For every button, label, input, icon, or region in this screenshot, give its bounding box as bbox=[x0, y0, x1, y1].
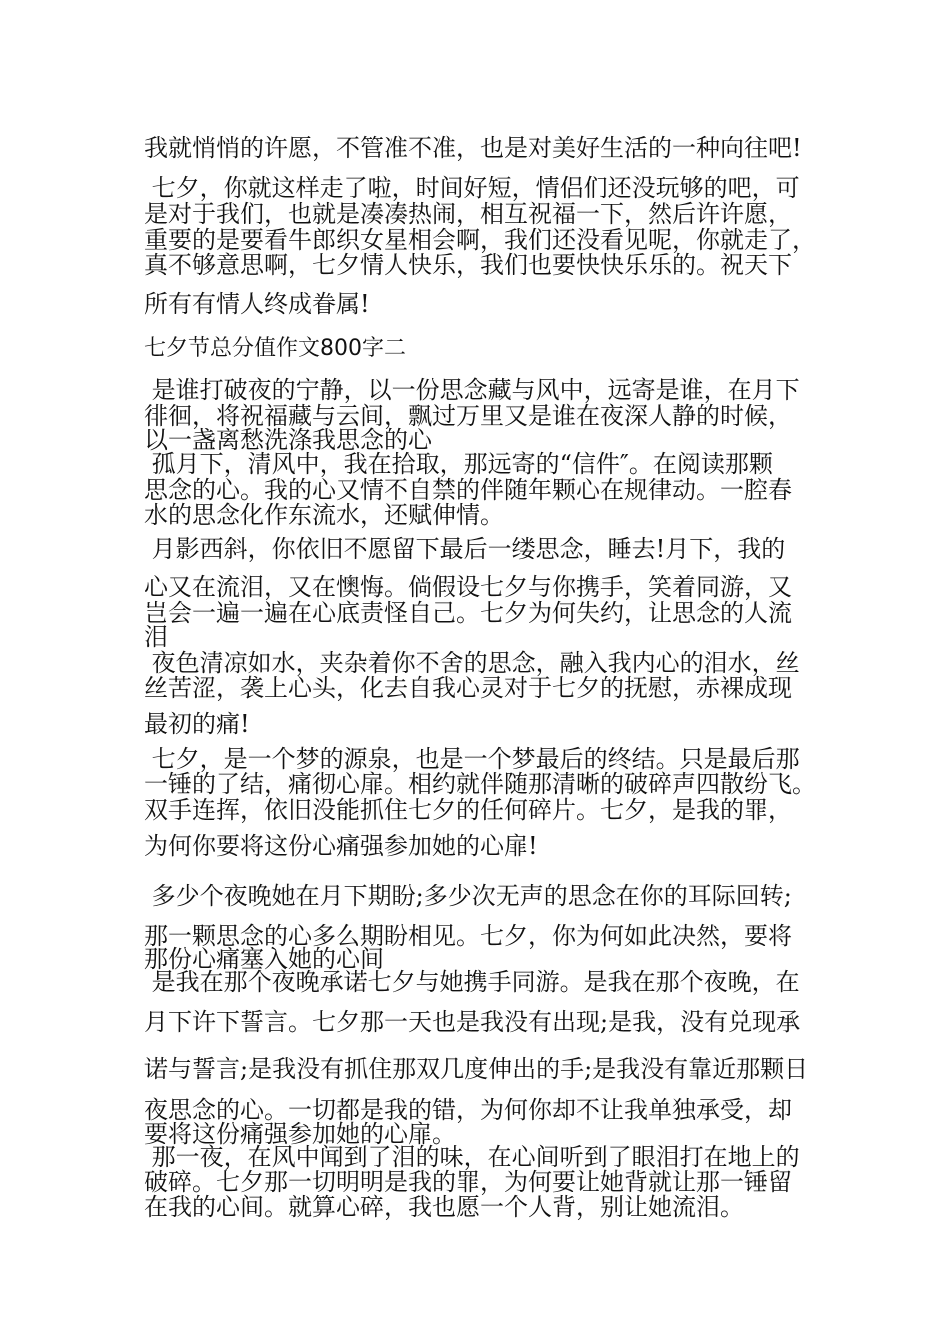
text-line: 以一盏离愁洗涤我思念的心 bbox=[144, 426, 432, 454]
text-line: 夜色清凉如水，夹杂着你不舍的思念，融入我内心的泪水，丝 bbox=[144, 649, 800, 677]
text-line: 月下许下誓言。七夕那一天也是我没有出现;是我，没有兑现承 bbox=[144, 1008, 801, 1036]
text-line: 破碎。七夕那一切明明是我的罪，为何要让她背就让那一锤留 bbox=[144, 1168, 792, 1196]
text-line: 那一夜，在风中闻到了泪的味，在心间听到了眼泪打在地上的 bbox=[144, 1143, 800, 1171]
text-line: 水的思念化作东流水，还赋伸情。 bbox=[144, 501, 504, 529]
text-line: 最初的痛! bbox=[144, 710, 250, 738]
text-line: 重要的是要看牛郎织女星相会啊，我们还没看见呢，你就走了， bbox=[144, 226, 816, 254]
text-line: 徘徊，将祝福藏与云间，飘过万里又是谁在夜深人静的时候， bbox=[144, 402, 792, 430]
text-line: 是对于我们，也就是凑凑热闹，相互祝福一下，然后许许愿， bbox=[144, 200, 792, 228]
text-line: 七夕，你就这样走了啦，时间好短，情侣们还没玩够的吧，可 bbox=[144, 174, 800, 202]
section-heading: 七夕节总分值作文800字二 bbox=[144, 336, 406, 361]
text-line: 是谁打破夜的宁静，以一份思念藏与风中，远寄是谁，在月下 bbox=[144, 376, 800, 404]
text-line: 为何你要将这份心痛强参加她的心扉! bbox=[144, 832, 538, 860]
text-line: 所有有情人终成眷属! bbox=[144, 290, 370, 318]
text-line: 思念的心。我的心又情不自禁的伴随年颗心在规律动。一腔春 bbox=[144, 476, 792, 504]
text-line: 丝苦涩，袭上心头，化去自我心灵对于七夕的抚慰，赤裸成现 bbox=[144, 674, 792, 702]
text-line: 我就悄悄的许愿，不管准不准，也是对美好生活的一种向往吧! bbox=[144, 134, 802, 162]
text-line: 那份心痛塞入她的心间 bbox=[144, 945, 384, 973]
text-line: 心又在流泪，又在懊悔。倘假设七夕与你携手，笑着同游，又 bbox=[144, 573, 792, 601]
text-line: 孤月下，清风中，我在拾取，那远寄的“信件″。在阅读那颗 bbox=[144, 450, 773, 478]
text-line: 夜思念的心。一切都是我的错，为何你却不让我单独承受，却 bbox=[144, 1096, 792, 1124]
text-line: 泪 bbox=[144, 623, 168, 651]
text-line: 一锤的了结，痛彻心扉。相约就伴随那清晰的破碎声四散纷飞。 bbox=[144, 770, 816, 798]
text-line: 是我在那个夜晚承诺七夕与她携手同游。是我在那个夜晚，在 bbox=[144, 968, 800, 996]
text-line: 多少个夜晚她在月下期盼;多少次无声的思念在你的耳际回转; bbox=[144, 882, 792, 910]
text-line: 真不够意思啊，七夕情人快乐，我们也要快快乐乐的。祝天下 bbox=[144, 251, 792, 279]
text-line: 在我的心间。就算心碎，我也愿一个人背，别让她流泪。 bbox=[144, 1193, 744, 1221]
text-line: 那一颗思念的心多么期盼相见。七夕，你为何如此决然，要将 bbox=[144, 922, 792, 950]
text-line: 双手连挥，依旧没能抓住七夕的任何碎片。七夕，是我的罪， bbox=[144, 796, 792, 824]
text-line: 岂会一遍一遍在心底责怪自己。七夕为何失约，让思念的人流 bbox=[144, 599, 792, 627]
text-line: 月影西斜，你依旧不愿留下最后一缕思念，睡去!月下，我的 bbox=[144, 535, 786, 563]
text-line: 七夕，是一个梦的源泉，也是一个梦最后的终结。只是最后那 bbox=[144, 745, 800, 773]
text-line: 要将这份痛强参加她的心扉。 bbox=[144, 1120, 456, 1148]
text-line: 诺与誓言;是我没有抓住那双几度伸出的手;是我没有靠近那颗日 bbox=[144, 1055, 809, 1083]
